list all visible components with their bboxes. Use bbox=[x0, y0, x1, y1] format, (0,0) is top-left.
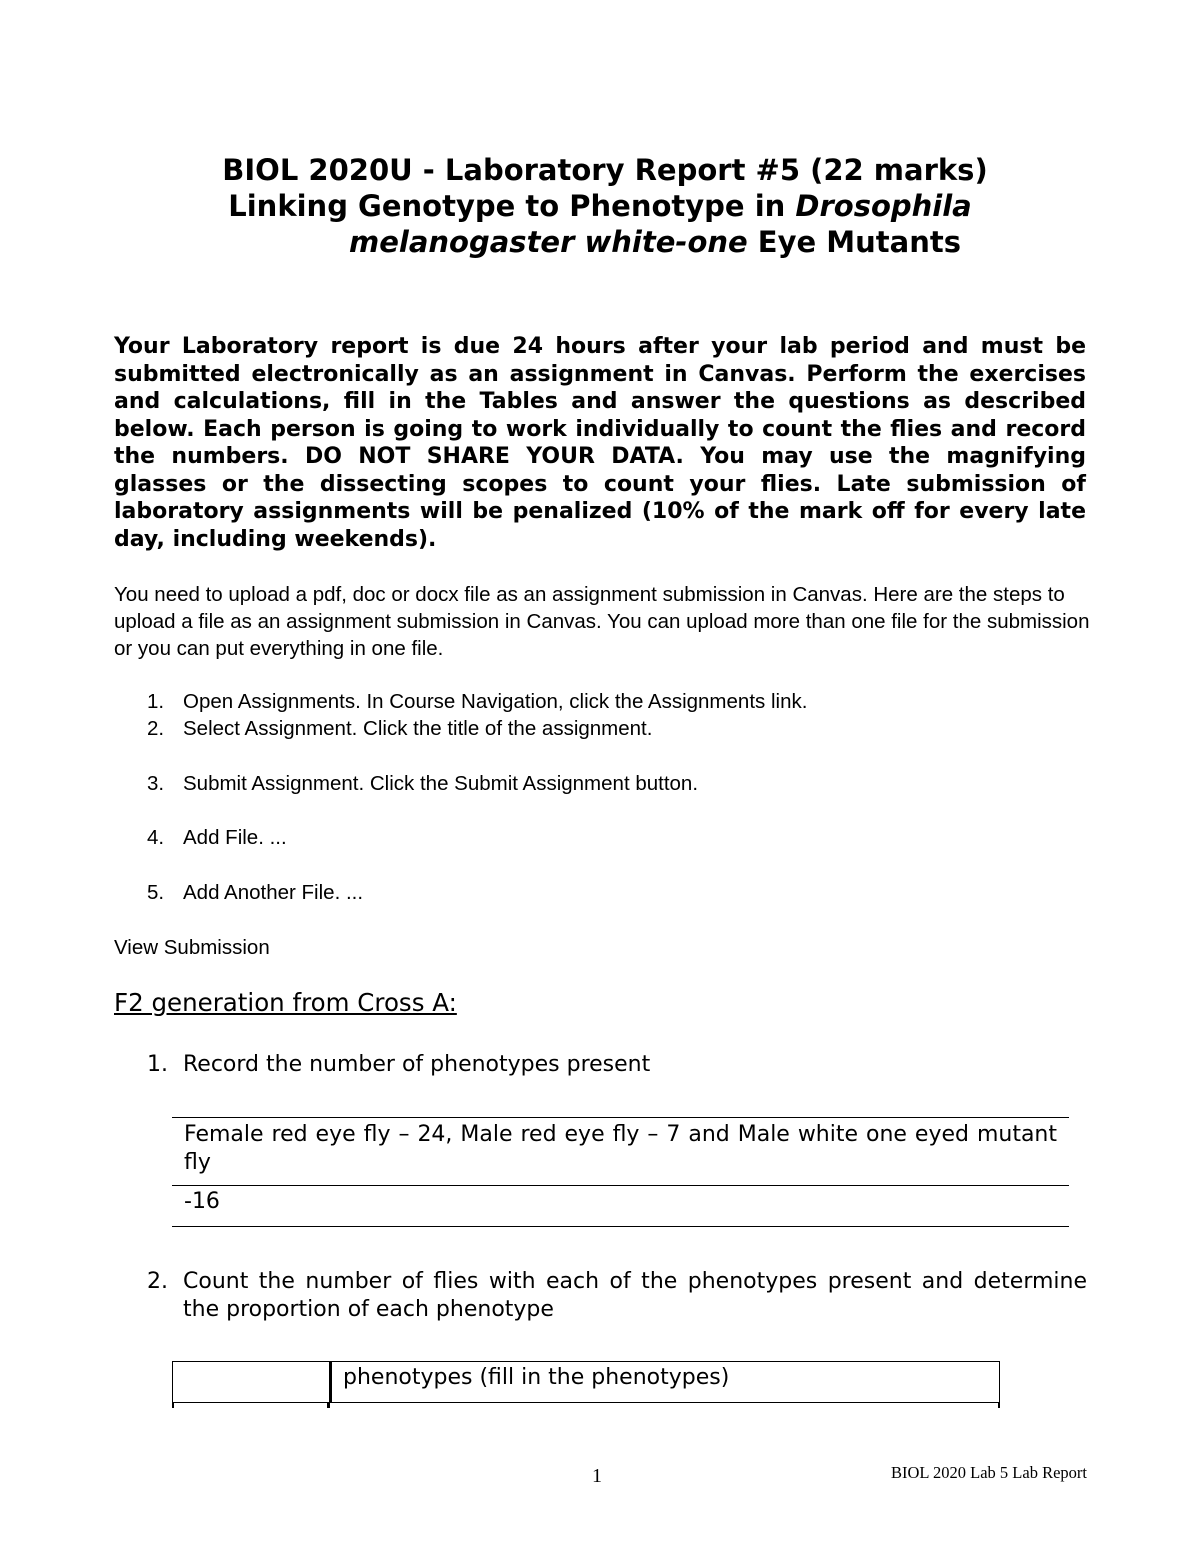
intro-instructions: Your Laboratory report is due 24 hours after your lab period and must be submitted electronically as an assignment in Canvas. Perform the exercises and calculations, fill in the Tables and answer the questions as described below. Each person is going to work individually to count the flies and record the numbers. DO NOT SHARE YOUR DATA. You may use the magnifying glasses or the dissecting scopes to count your flies. Late submission of laboratory assignments will be penalized (10% of the mark off for every late day, including weekends). bbox=[114, 334, 1086, 552]
table-border bbox=[327, 1402, 330, 1408]
title-line-3-italic: melanogaster white-one bbox=[349, 225, 748, 259]
list-item bbox=[147, 770, 698, 797]
answer-1-table bbox=[172, 1117, 1069, 1227]
answer-row-2: -16 bbox=[184, 1189, 220, 1214]
step-number: 2. bbox=[147, 717, 165, 740]
step-number: 1. bbox=[147, 690, 165, 713]
table-header-phenotypes: phenotypes (fill in the phenotypes) bbox=[343, 1365, 730, 1390]
question-number: 1. bbox=[147, 1052, 168, 1077]
table-cell-empty bbox=[173, 1362, 332, 1402]
step-text: Add File. ... bbox=[183, 826, 287, 849]
step-text: Open Assignments. In Course Navigation, click the Assignments link. bbox=[183, 690, 808, 713]
question-text: Record the number of phenotypes present bbox=[183, 1052, 651, 1077]
page-number: 1 bbox=[592, 1465, 602, 1487]
list-item bbox=[147, 824, 287, 851]
title-line-3 bbox=[0, 224, 1200, 260]
step-number: 5. bbox=[147, 881, 165, 904]
phenotype-table bbox=[172, 1361, 1000, 1403]
step-text: Add Another File. ... bbox=[183, 881, 364, 904]
step-text: Select Assignment. Click the title of the assignment. bbox=[183, 717, 653, 740]
title-line-2-italic: Drosophila bbox=[795, 189, 972, 223]
list-item bbox=[147, 715, 652, 742]
list-item bbox=[147, 879, 363, 906]
title-line-3-text: Eye Mutants bbox=[747, 225, 961, 259]
view-submission-text: View Submission bbox=[114, 936, 270, 959]
step-text: Submit Assignment. Click the Submit Assignment button. bbox=[183, 772, 699, 795]
step-number: 3. bbox=[147, 772, 165, 795]
table-border bbox=[998, 1402, 1000, 1408]
footer-label: BIOL 2020 Lab 5 Lab Report bbox=[891, 1463, 1087, 1482]
step-number: 4. bbox=[147, 826, 165, 849]
list-item bbox=[147, 688, 807, 715]
table-border bbox=[172, 1402, 174, 1408]
section-heading: F2 generation from Cross A: bbox=[114, 988, 457, 1017]
answer-row-1: Female red eye fly – 24, Male red eye fly – 7 and Male white one eyed mutant fly bbox=[184, 1122, 1057, 1175]
question-text: Count the number of flies with each of the phenotypes present and determine the proportion of each phenotype bbox=[183, 1269, 1087, 1322]
table-rule bbox=[172, 1226, 1069, 1227]
question-number: 2. bbox=[147, 1269, 168, 1294]
upload-instructions: You need to upload a pdf, doc or docx file as an assignment submission in Canvas. Here are the steps to upload a file as an assignment submission in Canvas. You can upload more than one file for the submission or you can put everything in one file. bbox=[114, 583, 1090, 660]
question-1 bbox=[147, 1051, 1087, 1079]
title-line-2 bbox=[0, 188, 1200, 224]
question-2 bbox=[147, 1268, 1087, 1323]
title-line-1: BIOL 2020U - Laboratory Report #5 (22 marks) bbox=[222, 153, 988, 187]
title-line-2-text: Linking Genotype to Phenotype in bbox=[228, 189, 796, 223]
report-title bbox=[0, 152, 1200, 260]
